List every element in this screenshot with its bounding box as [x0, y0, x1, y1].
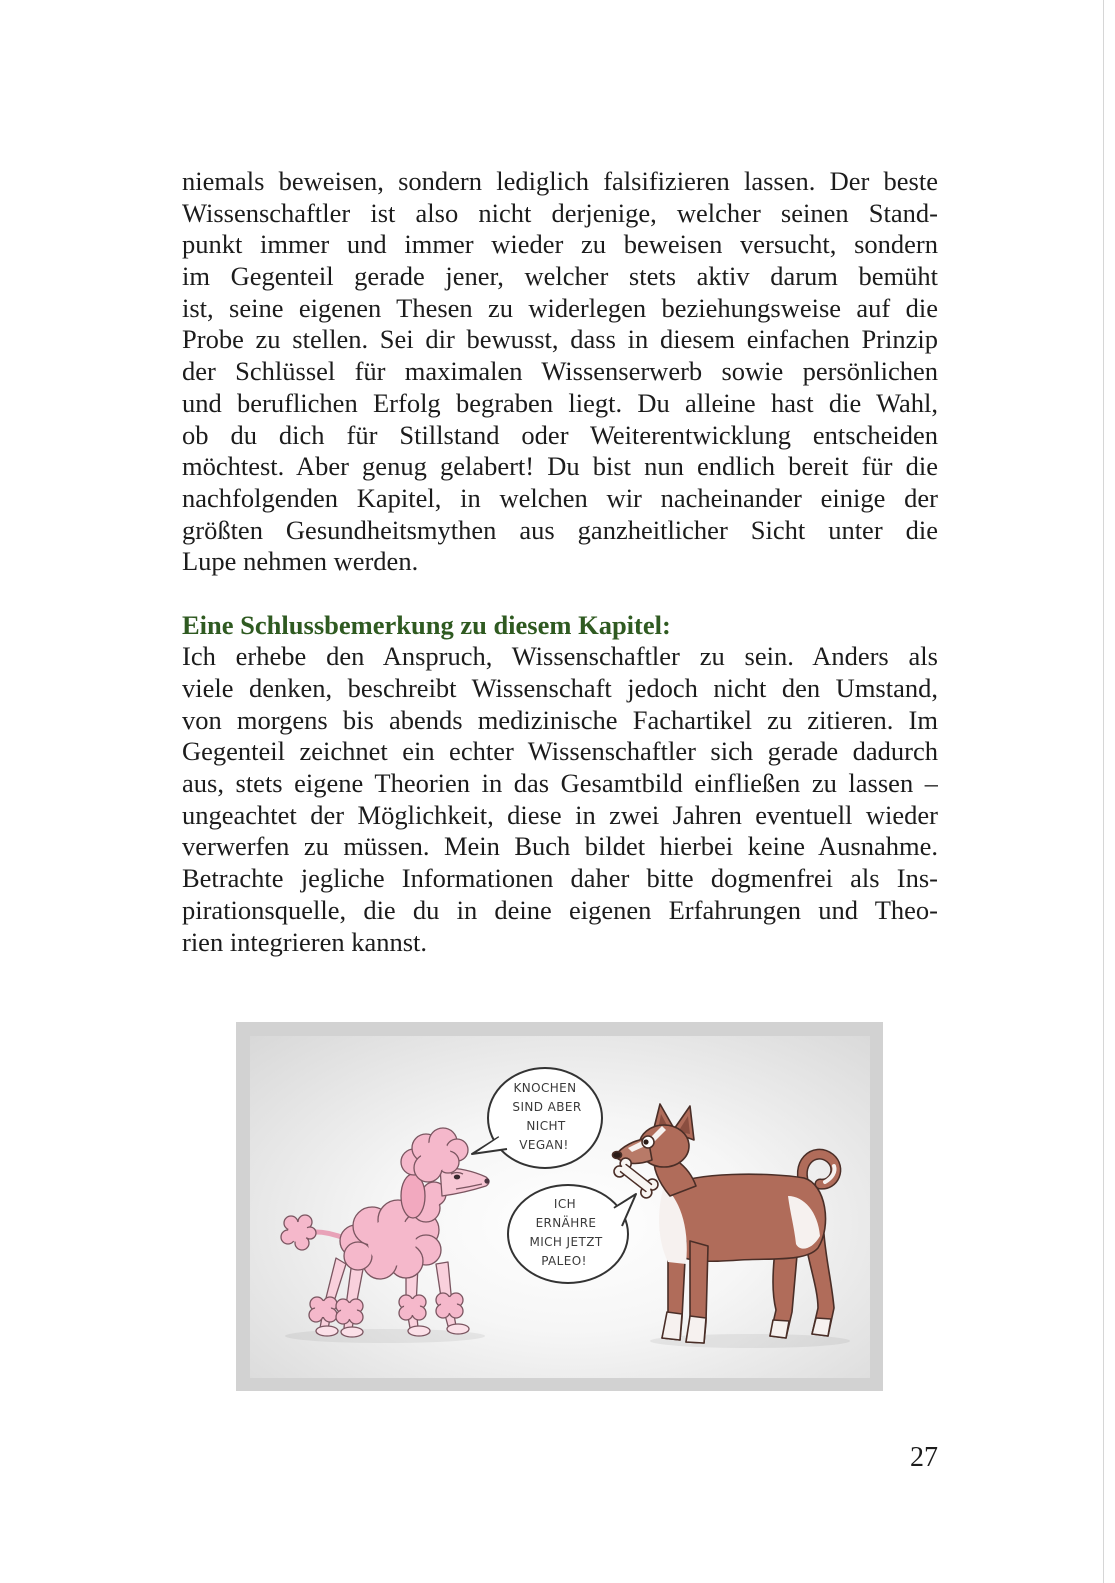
cartoon-illustration [250, 1036, 870, 1378]
text-line: der Schlüssel für maximalen Wissenserwerb sowie persönlichen [182, 356, 938, 387]
text-line: punkt immer und immer wieder zu beweisen versucht, sondern [182, 229, 938, 260]
poodle-illustration [281, 1128, 490, 1337]
text-line: Gegenteil zeichnet ein echter Wissenschaftler sich gerade dadurch [182, 736, 938, 767]
speech-bubble-poodle [472, 1068, 602, 1168]
speech-bubble-poodle-line: SIND ABER [512, 1100, 582, 1114]
section-heading: Eine Schlussbemerkung zu diesem Kapitel: [182, 609, 671, 640]
text-line: rien integrieren kannst. [182, 926, 428, 957]
speech-bubble-dog-line: MICH JETZT [529, 1235, 603, 1249]
speech-bubble-dog-line: ERNÄHRE [535, 1216, 597, 1230]
text-line: ist, seine eigenen Thesen zu widerlegen beziehungsweise auf die [182, 292, 938, 323]
text-line: Lupe nehmen werden. [182, 546, 419, 577]
page-number: 27 [910, 1442, 938, 1473]
text-line: pirationsquelle, die du in deine eigenen Erfahrungen und Theo- [182, 894, 938, 925]
text-line: verwerfen zu müssen. Mein Buch bildet hierbei keine Ausnahme. [182, 831, 938, 862]
body-text [182, 166, 938, 958]
speech-bubble-poodle-line: NICHT [526, 1119, 566, 1133]
text-line: Probe zu stellen. Sei dir bewusst, dass in diesem einfachen Prinzip [182, 324, 938, 355]
speech-bubble-poodle-line: VEGAN! [519, 1138, 569, 1152]
text-line: ob du dich für Stillstand oder Weiterentwicklung entscheiden [182, 419, 938, 450]
text-line: viele denken, beschreibt Wissenschaft jedoch nicht den Umstand, [182, 673, 938, 703]
speech-bubble-dog-line: ICH [553, 1197, 577, 1211]
text-line: möchtest. Aber genug gelabert! Du bist nun endlich bereit für die [182, 451, 938, 482]
paragraph-1 [182, 166, 938, 578]
speech-bubble-dog-line: PALEO! [541, 1254, 587, 1268]
text-line: aus, stets eigene Theorien in das Gesamtbild einfließen zu lassen – [182, 768, 938, 799]
page-edge-line [1103, 0, 1104, 1583]
text-line: nachfolgenden Kapitel, in welchen wir nacheinander einige der [182, 482, 938, 513]
text-line: niemals beweisen, sondern lediglich falsifizieren lassen. Der beste [182, 166, 938, 196]
text-line: im Gegenteil gerade jener, welcher stets aktiv darum bemüht [182, 261, 938, 292]
speech-bubble-dog [508, 1185, 636, 1283]
figure-frame [236, 1022, 883, 1391]
cartoon-image [250, 1036, 870, 1378]
paragraph-2 [182, 641, 938, 958]
text-line: und beruflichen Erfolg begraben liegt. Du alleine hast die Wahl, [182, 387, 938, 418]
text-line: Betrachte jegliche Informationen daher bitte dogmenfrei als Ins- [182, 863, 938, 894]
text-line: größten Gesundheitsmythen aus ganzheitlicher Sicht unter die [182, 514, 938, 545]
dog-illustration [612, 1104, 836, 1343]
text-line: ungeachtet der Möglichkeit, diese in zwei Jahren eventuell wieder [182, 799, 938, 830]
text-line: von morgens bis abends medizinische Fachartikel zu zitieren. Im [182, 704, 938, 735]
text-line: Ich erhebe den Anspruch, Wissenschaftler zu sein. Anders als [182, 641, 938, 672]
text-line: Wissenschaftler ist also nicht derjenige, welcher seinen Stand- [182, 197, 938, 228]
speech-bubble-poodle-line: KNOCHEN [513, 1081, 577, 1095]
paragraph-spacer [182, 578, 938, 610]
